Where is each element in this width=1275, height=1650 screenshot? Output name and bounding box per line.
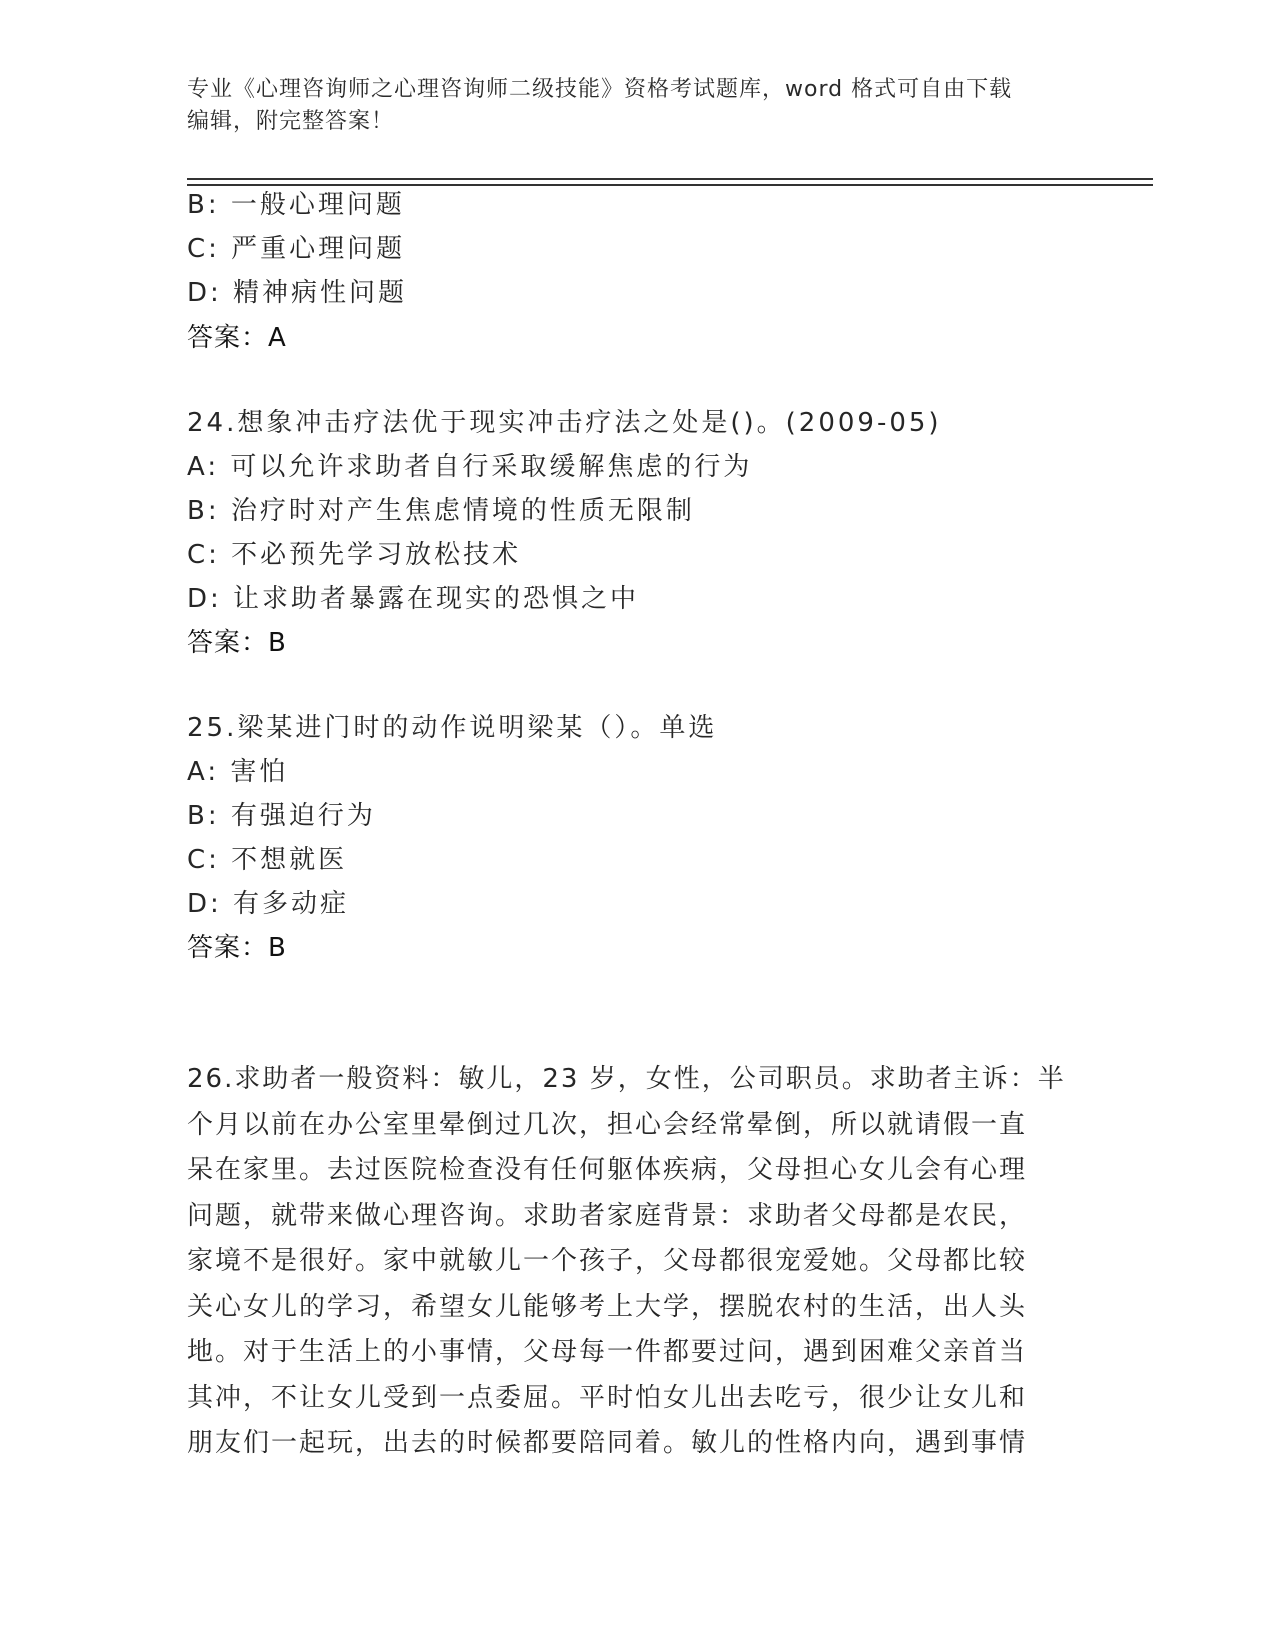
q24-question: 24.想象冲击疗法优于现实冲击疗法之处是()。(2009-05) — [187, 408, 942, 438]
q25-answer: 答案：B — [187, 933, 287, 963]
q23-option-b: B: 一般心理问题 — [187, 190, 405, 220]
q24-option-d: D: 让求助者暴露在现实的恐惧之中 — [187, 584, 640, 614]
q24-option-c: C: 不必预先学习放松技术 — [187, 540, 522, 570]
q23-answer: 答案：A — [187, 323, 287, 353]
q25-option-c: C: 不想就医 — [187, 845, 348, 875]
q23-option-c: C: 严重心理问题 — [187, 234, 406, 264]
q25-question: 25.梁某进门时的动作说明梁某（）。单选 — [187, 713, 718, 743]
q24-option-a: A: 可以允许求助者自行采取缓解焦虑的行为 — [187, 452, 753, 482]
q26-line: 关心女儿的学习，希望女儿能够考上大学，摆脱农村的生活，出人头 — [187, 1291, 1028, 1322]
header-line-1: 专业《心理咨询师之心理咨询师二级技能》资格考试题库，word 格式可自由下载 — [187, 77, 1013, 102]
document-header — [187, 74, 1067, 138]
q25-option-b: B: 有强迫行为 — [187, 801, 376, 831]
q26-line: 朋友们一起玩，出去的时候都要陪同着。敏儿的性格内向，遇到事情 — [187, 1428, 1028, 1458]
q26-line: 其冲，不让女儿受到一点委屈。平时怕女儿出去吃亏，很少让女儿和 — [187, 1382, 1028, 1413]
header-divider-top — [187, 178, 1153, 180]
q26-line: 26.求助者一般资料：敏儿，23 岁，女性，公司职员。求助者主诉：半 — [187, 1064, 1066, 1094]
q23-option-d: D: 精神病性问题 — [187, 278, 408, 308]
q26-line: 呆在家里。去过医院检查没有任何躯体疾病，父母担心女儿会有心理 — [187, 1155, 1028, 1185]
q26-line: 问题，就带来做心理咨询。求助者家庭背景：求助者父母都是农民， — [187, 1200, 1028, 1231]
header-divider-bottom — [187, 184, 1153, 186]
q26-line: 个月以前在办公室里晕倒过几次，担心会经常晕倒，所以就请假一直 — [187, 1109, 1028, 1140]
header-line-2: 编辑，附完整答案！ — [187, 109, 395, 134]
q26-line: 地。对于生活上的小事情，父母每一件都要过问，遇到困难父亲首当 — [187, 1337, 1028, 1367]
q24-answer: 答案：B — [187, 628, 287, 658]
q26-question-paragraph — [187, 1057, 1087, 1467]
q24-option-b: B: 治疗时对产生焦虑情境的性质无限制 — [187, 496, 695, 526]
q25-option-d: D: 有多动症 — [187, 889, 350, 919]
q25-option-a: A: 害怕 — [187, 757, 289, 787]
q26-line: 家境不是很好。家中就敏儿一个孩子，父母都很宠爱她。父母都比较 — [187, 1246, 1028, 1276]
